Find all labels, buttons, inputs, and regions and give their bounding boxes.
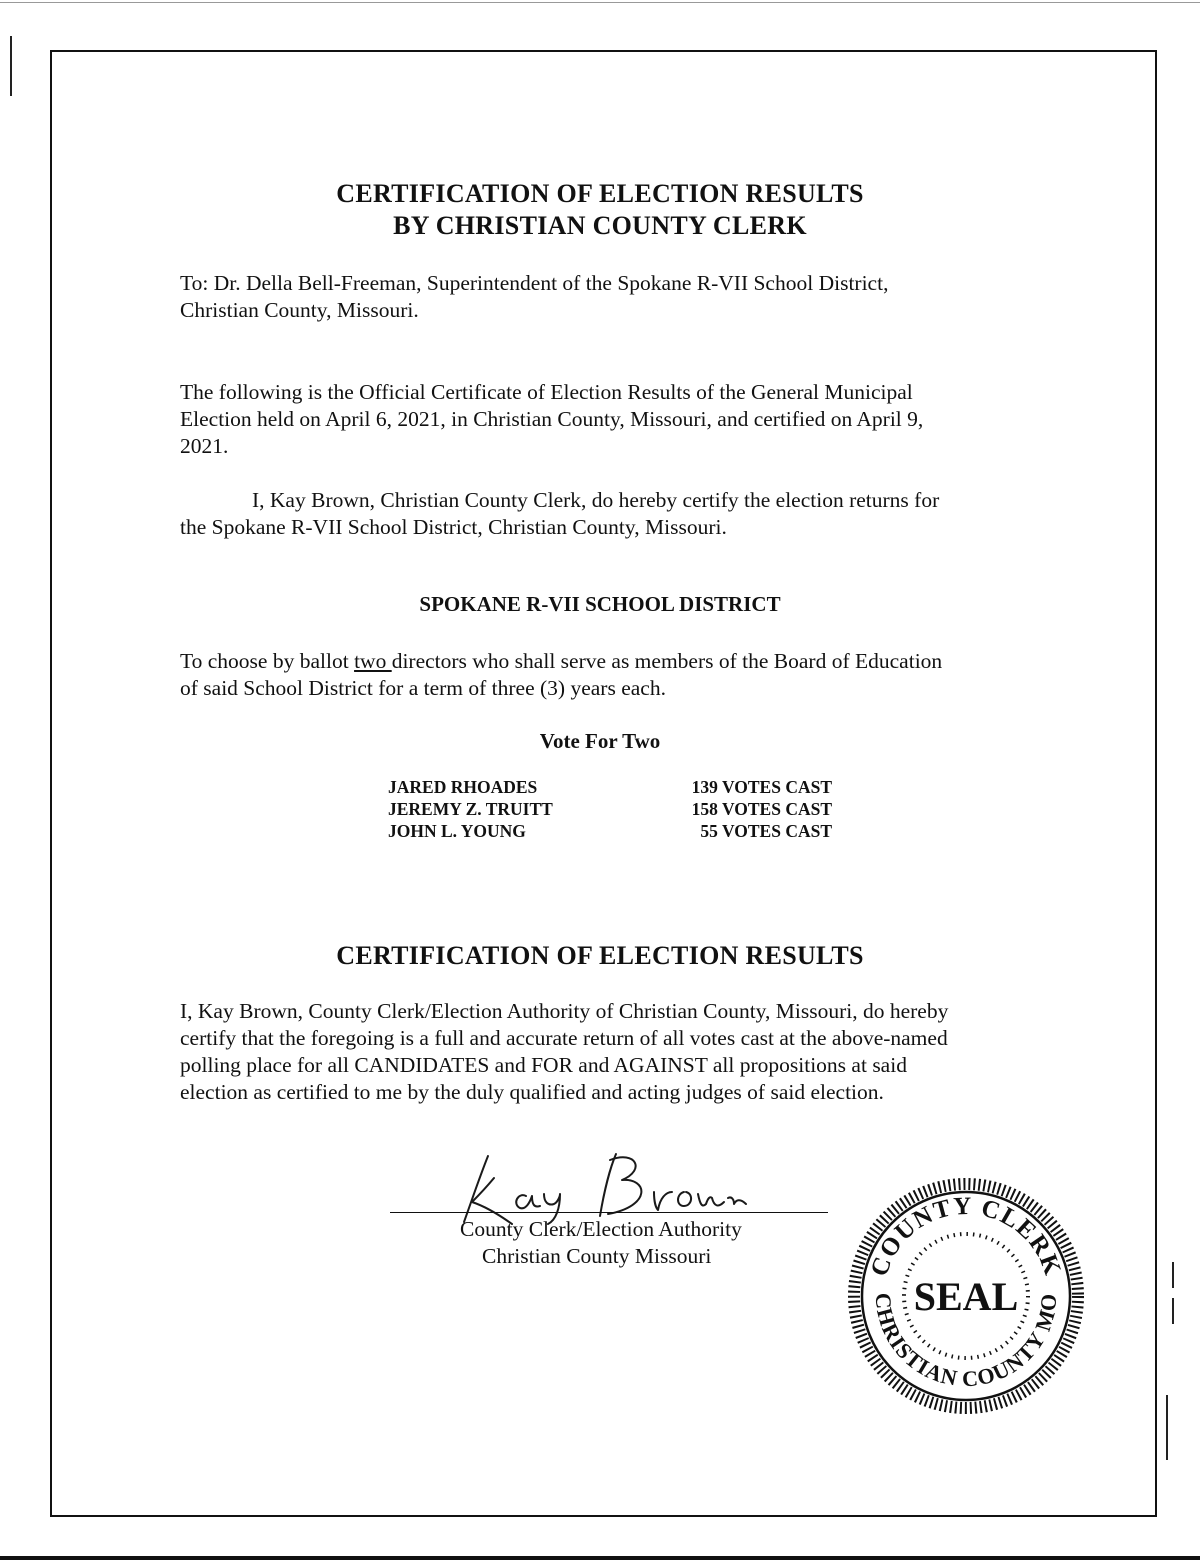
scan-edge-top xyxy=(0,2,1200,3)
signature-title: County Clerk/Election Authority xyxy=(460,1217,742,1241)
table-row xyxy=(388,798,832,820)
addressee-line-2: Christian County, Missouri. xyxy=(180,298,419,322)
county-clerk-seal xyxy=(848,1178,1084,1414)
section-title: CERTIFICATION OF ELECTION RESULTS xyxy=(336,941,864,970)
addressee-line-1: To: Dr. Della Bell-Freeman, Superintendent of the Spokane R-VII School District, xyxy=(180,271,889,295)
final-line-2: certify that the foregoing is a full and accurate return of all votes cast at the above-named xyxy=(180,1026,948,1050)
handwritten-signature xyxy=(440,1148,770,1226)
candidate-votes: 55 VOTES CAST xyxy=(700,821,832,841)
signature-county: Christian County Missouri xyxy=(482,1244,712,1268)
intro-line-3: 2021. xyxy=(180,434,229,458)
scan-mark xyxy=(10,36,12,96)
title-line-1: CERTIFICATION OF ELECTION RESULTS xyxy=(336,179,864,208)
signature-line xyxy=(390,1212,828,1213)
final-certification-paragraph xyxy=(180,998,1040,1106)
scan-mark xyxy=(1166,1395,1168,1460)
final-line-1: I, Kay Brown, County Clerk/Election Authority of Christian County, Missouri, do hereby xyxy=(180,999,949,1023)
seal-center-text: SEAL xyxy=(913,1274,1019,1319)
certify-paragraph xyxy=(180,487,1040,541)
ballot-text-part-1: To choose by ballot xyxy=(180,649,355,673)
district-heading: SPOKANE R-VII SCHOOL DISTRICT xyxy=(419,592,781,616)
scan-edge-bottom xyxy=(0,1556,1200,1560)
title-line-2: BY CHRISTIAN COUNTY CLERK xyxy=(393,211,807,240)
ballot-text-part-2: directors who shall serve as members of the Board of Education xyxy=(391,649,943,673)
results-table xyxy=(388,776,832,842)
vote-for-heading: Vote For Two xyxy=(539,729,661,753)
signature-caption xyxy=(460,1216,860,1270)
intro-line-2: Election held on April 6, 2021, in Christian County, Missouri, and certified on April 9, xyxy=(180,407,924,431)
certify-line-2: the Spokane R-VII School District, Christian County, Missouri. xyxy=(180,515,727,539)
candidate-name: JARED RHOADES xyxy=(388,777,538,797)
table-row xyxy=(388,820,832,842)
final-line-3: polling place for all CANDIDATES and FOR and AGAINST all propositions at said xyxy=(180,1053,907,1077)
certify-line-1: I, Kay Brown, Christian County Clerk, do hereby certify the election returns for xyxy=(252,488,940,512)
document-title xyxy=(0,178,1200,242)
candidate-name: JEREMY Z. TRUITT xyxy=(388,799,553,819)
scan-mark xyxy=(1172,1298,1174,1324)
intro-line-1: The following is the Official Certificate of Election Results of the General Municipal xyxy=(180,380,913,404)
ballot-underlined-count: two xyxy=(354,649,392,673)
candidate-name: JOHN L. YOUNG xyxy=(388,821,526,841)
ballot-line-2: of said School District for a term of three (3) years each. xyxy=(180,676,666,700)
scan-mark xyxy=(1172,1262,1174,1288)
seal-bottom-text: CHRISTIAN COUNTY MO xyxy=(870,1291,1062,1392)
candidate-votes: 158 VOTES CAST xyxy=(691,799,832,819)
ballot-paragraph xyxy=(180,648,1040,702)
addressee-paragraph xyxy=(180,270,1040,324)
final-line-4: election as certified to me by the duly qualified and acting judges of said election. xyxy=(180,1080,884,1104)
table-row xyxy=(388,776,832,798)
seal-top-text: COUNTY CLERK xyxy=(865,1192,1067,1280)
candidate-votes: 139 VOTES CAST xyxy=(691,777,832,797)
intro-paragraph xyxy=(180,379,1040,460)
ballot-line-1 xyxy=(180,648,1040,675)
